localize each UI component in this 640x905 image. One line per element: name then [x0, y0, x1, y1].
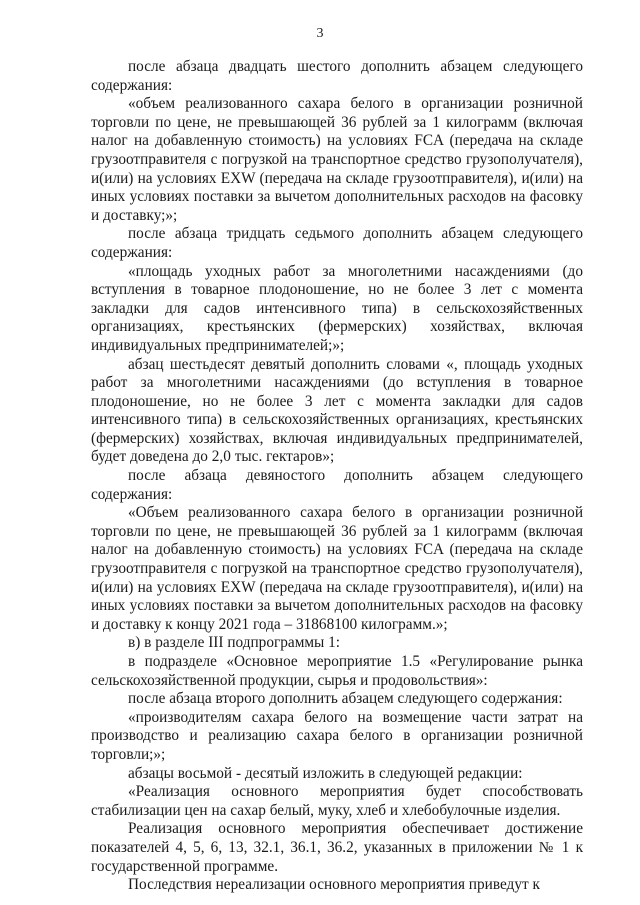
paragraph: «Реализация основного мероприятия будет способствовать стабилизации цен на сахар белый, муку, хлеб и хлебобулочные изделия.	[91, 783, 583, 819]
document-body	[91, 58, 583, 895]
paragraph: абзац шестьдесят девятый дополнить словами «, площадь уходных работ за многолетними насаждениями (до вступления в товарное плодоношение, но не более 3 лет с момента закладки для садов интенсивного типа) в сельскохозяйственных организациях, крестьянских (фермерских) хозяйствах, включая индивидуальных предпринимателей, будет доведена до 2,0 тыс. гектаров»;	[91, 355, 583, 466]
paragraph: после абзаца второго дополнить абзацем следующего содержания:	[128, 690, 563, 708]
paragraph: Реализация основного мероприятия обеспечивает достижение показателей 4, 5, 6, 13, 32.1, 36.1, 36.2, указанных в приложении № 1 к государственной программе.	[91, 820, 583, 875]
paragraph: в) в разделе III подпрограммы 1:	[128, 634, 341, 652]
paragraph: «площадь уходных работ за многолетними насаждениями (до вступления в товарное плодоношение, но не более 3 лет с момента закладки для садов интенсивного типа) в сельскохозяйственных организациях, крестьянских (фермерских) хозяйствах, включая индивидуальных предпринимателей;»;	[91, 262, 583, 354]
paragraph: «производителям сахара белого на возмещение части затрат на производство и реализацию сахара белого в организации розничной торговли;»;	[91, 708, 583, 763]
paragraph: абзацы восьмой - десятый изложить в следующей редакции:	[128, 764, 523, 782]
paragraph: после абзаца девяностого дополнить абзацем следующего содержания:	[91, 467, 583, 503]
paragraph: после абзаца двадцать шестого дополнить абзацем следующего содержания:	[91, 58, 583, 94]
paragraph: после абзаца тридцать седьмого дополнить абзацем следующего содержания:	[91, 225, 583, 261]
paragraph: Последствия нереализации основного мероприятия приведут к	[128, 876, 540, 894]
page-number: 3	[316, 26, 324, 41]
paragraph: в подразделе «Основное мероприятие 1.5 «Регулирование рынка сельскохозяйственной продукции, сырья и продовольствия»:	[91, 653, 583, 689]
paragraph: «Объем реализованного сахара белого в организации розничной торговли по цене, не превышающей 36 рублей за 1 килограмм (включая налог на добавленную стоимость) на условиях FCA (передача на складе грузоотправителя с погрузкой на транспортное средство грузополучателя), и(или) на условиях EXW (передача на складе грузоотправителя), и(или) на иных условиях поставки за вычетом дополнительных расходов на фасовку и доставку к концу 2021 года – 31868100 килограмм.»;	[91, 504, 583, 633]
paragraph: «объем реализованного сахара белого в организации розничной торговли по цене, не превышающей 36 рублей за 1 килограмм (включая налог на добавленную стоимость) на условиях FCA (передача на складе грузоотправителя с погрузкой на транспортное средство грузополучателя), и(или) на условиях EXW (передача на складе грузоотправителя), и(или) на иных условиях поставки за вычетом дополнительных расходов на фасовку и доставку;»;	[91, 95, 583, 224]
